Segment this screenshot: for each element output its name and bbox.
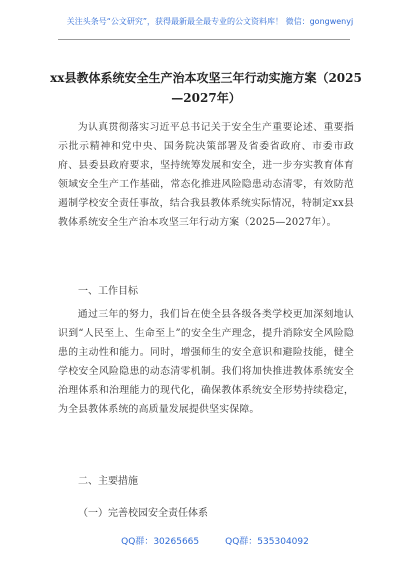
goals-paragraph: 通过三年的努力，我们旨在使全县各级各类学校更加深刻地认识到“人民至上、生命至上”的安全生产理念，提升消除安全风险隐患的主动性和能力。同时，增强师生的安全意识和避险技能，健全学校安全风险隐患的动态清零机制。我们将加快推进教体系统安全治理体系和治理能力的现代化，确保教体系统安全形势持续稳定，为全县教体系统的高质量发展提供坚实保障。 (58, 309, 354, 416)
goals-block (58, 305, 354, 420)
footer-contact (80, 534, 350, 552)
section-heading-goals: 一、工作目标 (78, 286, 138, 297)
section-heading-measures: 二、主要措施 (78, 476, 138, 487)
header-divider (58, 39, 350, 40)
footer-qq-group-2: QQ群：535304092 (225, 537, 309, 547)
footer-qq-group-1: QQ群：30265665 (121, 537, 200, 547)
intro-paragraph: 为认真贯彻落实习近平总书记关于安全生产重要论述、重要指示批示精神和党中央、国务院决策部署及省委省政府、市委市政府、县委县政府要求，坚持统筹发展和安全，进一步夯实教育体育领域安全生产工作基础，常态化推进风险隐患动态清零，有效防范遏制学校安全责任事故，结合我县教体系统实际情况，特制定xx县教体系统安全生产治本攻坚三年行动方案（2025—2027年）。 (58, 122, 354, 229)
title-line-1: xx县教体系统安全生产治本攻坚三年行动实施方案（2025 (50, 71, 362, 85)
title-line-2: —2027年） (171, 91, 241, 105)
document-title (48, 68, 364, 108)
header-notice-text: 关注头条号“公文研究”，获得最新最全最专业的公文资料库！ 微信：gongwenyj (66, 17, 354, 26)
intro-block (58, 118, 354, 233)
subsection-heading-responsibility: （一）完善校园安全责任体系 (78, 508, 208, 519)
